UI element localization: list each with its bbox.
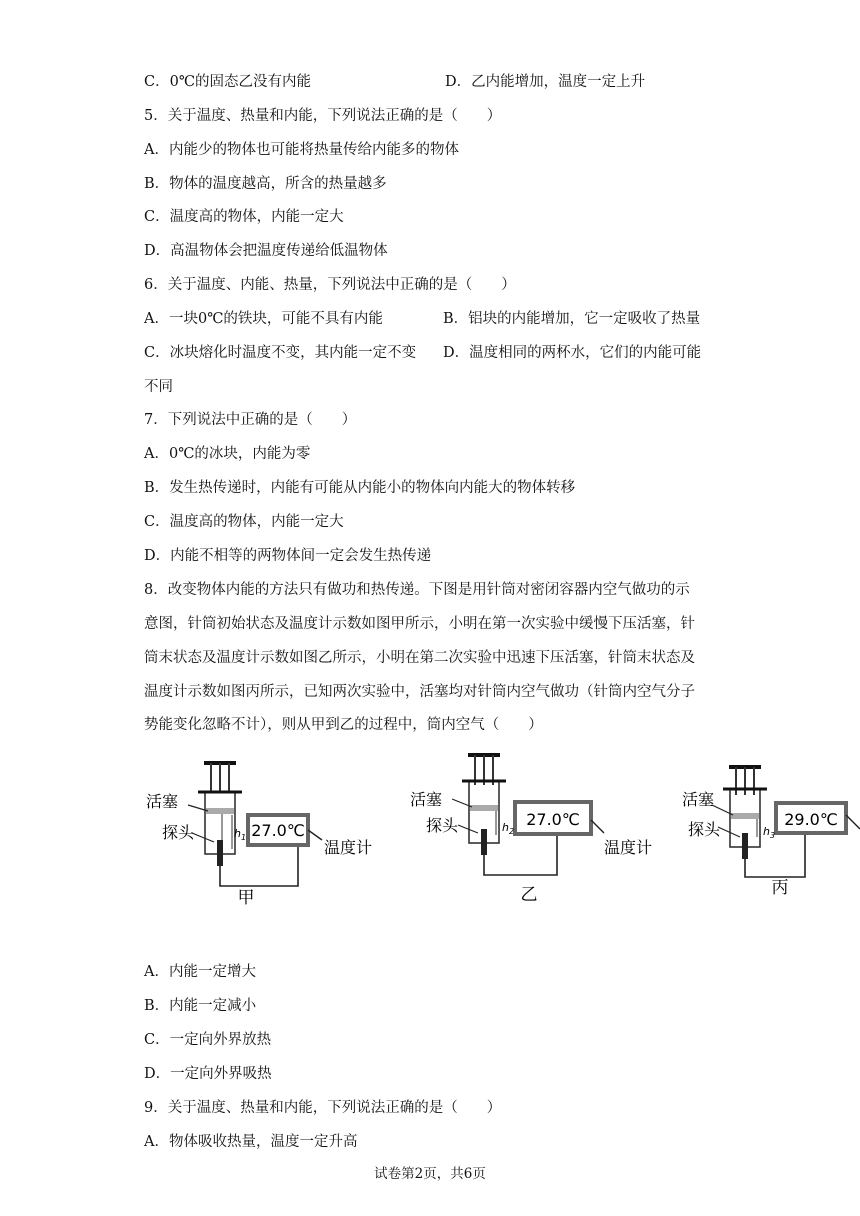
q8-option-b: B．内能一定减小: [144, 998, 257, 1014]
svg-text:h2: $h_2$: [502, 821, 515, 836]
question-7-stem: 7．下列说法中正确的是（ ）: [144, 412, 357, 428]
figure-caption: 丙: [771, 878, 789, 898]
thermometer-reading: 27.0℃: [526, 810, 580, 829]
q9-option-a: A．物体吸收热量，温度一定升高: [144, 1134, 358, 1150]
q5-option-b: B．物体的温度越高，所含的热量越多: [144, 176, 387, 192]
q8-option-d: D．一定向外界吸热: [144, 1066, 272, 1082]
figure-bing: [682, 767, 860, 898]
q6-option-b: B．铝块的内能增加，它一定吸收了热量: [443, 311, 701, 327]
svg-text:h3: $h_3$: [763, 825, 776, 840]
question-8-stem-line: 筒末状态及温度计示数如图乙所示，小明在第二次实验中迅速下压活塞，针筒末状态及: [144, 650, 695, 666]
option-c: C．0℃的固态乙没有内能: [144, 74, 312, 90]
question-9-stem: 9．关于温度、热量和内能，下列说法正确的是（ ）: [144, 1100, 502, 1116]
thermometer-reading: 27.0℃: [251, 821, 305, 840]
piston-label: 活塞: [682, 790, 715, 809]
question-8-stem-line: 意图，针筒初始状态及温度计示数如图甲所示，小明在第一次实验中缓慢下压活塞，针: [144, 616, 695, 632]
question-8-stem-line: 温度计示数如图丙所示，已知两次实验中，活塞均对针筒内空气做功（针筒内空气分子: [144, 684, 695, 700]
figure-caption: 乙: [520, 885, 538, 905]
question-6-stem: 6．关于温度、内能、热量，下列说法中正确的是（ ）: [144, 277, 516, 293]
question-8-stem-line: 8．改变物体内能的方法只有做功和热传递。下图是用针筒对密闭容器内空气做功的示: [144, 582, 690, 598]
probe-label: 探头: [426, 816, 459, 835]
syringe-figures: [0, 745, 860, 915]
question-8-stem-line: 势能变化忽略不计），则从甲到乙的过程中，筒内空气（ ）: [144, 717, 543, 733]
figure-caption: 甲: [237, 888, 255, 908]
q5-option-a: A．内能少的物体也可能将热量传给内能多的物体: [144, 142, 459, 158]
figure-jia: [146, 763, 372, 908]
q5-option-c: C．温度高的物体，内能一定大: [144, 209, 344, 225]
q8-option-a: A．内能一定增大: [144, 964, 256, 980]
q7-option-a: A．0℃的冰块，内能为零: [144, 446, 311, 462]
question-5-stem: 5．关于温度、热量和内能，下列说法正确的是（ ）: [144, 108, 502, 124]
piston-label: 活塞: [410, 790, 443, 809]
thermometer-label: 温度计: [604, 838, 653, 857]
page-footer: 试卷第2页，共6页: [374, 1166, 486, 1182]
figure-yi: [410, 755, 652, 905]
q6-option-a: A．一块0℃的铁块，可能不具有内能: [144, 311, 383, 327]
option-d: D．乙内能增加，温度一定上升: [445, 74, 646, 90]
thermometer-label: 温度计: [324, 838, 373, 857]
q6-option-d: D．温度相同的两杯水，它们的内能可能: [443, 345, 702, 361]
q7-option-b: B．发生热传递时，内能有可能从内能小的物体向内能大的物体转移: [144, 480, 576, 496]
q6-option-d-wrap: 不同: [144, 379, 173, 395]
piston-label: 活塞: [146, 792, 179, 811]
svg-text:h1: $h_1$: [234, 827, 247, 842]
thermometer-reading: 29.0℃: [784, 810, 838, 829]
probe-label: 探头: [688, 820, 721, 839]
q5-option-d: D．高温物体会把温度传递给低温物体: [144, 243, 388, 259]
probe-label: 探头: [162, 823, 195, 842]
q8-option-c: C．一定向外界放热: [144, 1032, 272, 1048]
q6-option-c: C．冰块熔化时温度不变，其内能一定不变: [144, 345, 417, 361]
q7-option-c: C．温度高的物体，内能一定大: [144, 514, 344, 530]
q7-option-d: D．内能不相等的两物体间一定会发生热传递: [144, 548, 432, 564]
